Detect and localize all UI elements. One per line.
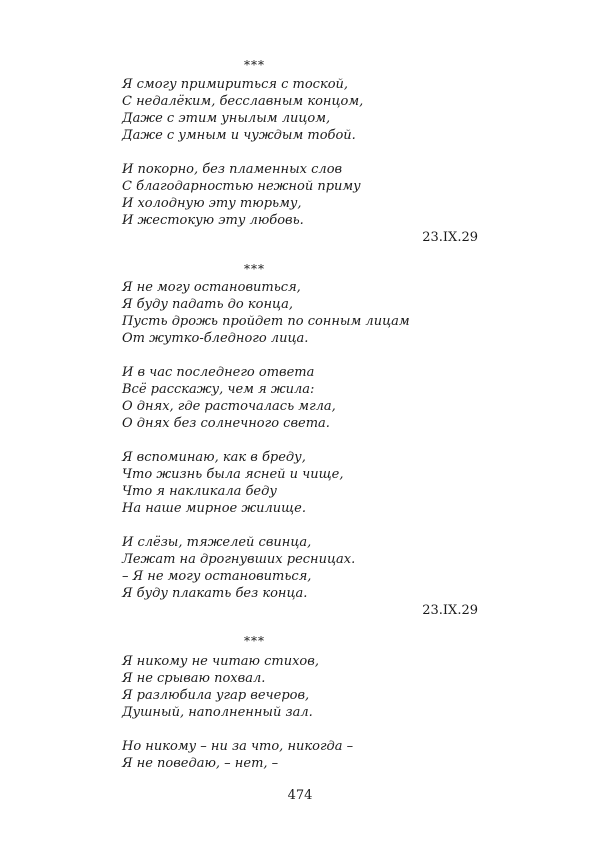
- poem-line: О днях, где расточалась мгла,: [122, 399, 336, 414]
- poem-line: Душный, наполненный зал.: [122, 705, 313, 720]
- poem-1: [122, 76, 482, 229]
- poem-line: И слёзы, тяжелей свинца,: [122, 535, 312, 550]
- poem-3-separator: ***: [244, 634, 265, 648]
- poem-line: Я смогу примириться с тоской,: [122, 77, 349, 92]
- poem-line: Я не поведаю, – нет, –: [122, 756, 279, 771]
- poem-line: Я никому не читаю стихов,: [122, 654, 319, 669]
- poem-line: О днях без солнечного света.: [122, 416, 330, 431]
- poem-1-separator: ***: [244, 58, 265, 72]
- poem-line: С благодарностью нежной приму: [122, 179, 361, 194]
- poem-2-stanza-1: [122, 279, 482, 347]
- poem-1-date: 23.IX.29: [422, 230, 478, 245]
- poem-line: От жутко-бледного лица.: [122, 331, 309, 346]
- poem-2-stanza-4: [122, 534, 482, 602]
- page-number: 474: [287, 788, 313, 803]
- poem-line: Я разлюбила угар вечеров,: [122, 688, 310, 703]
- poem-line: Я вспоминаю, как в бреду,: [122, 450, 306, 465]
- poem-line: Даже с умным и чуждым тобой.: [122, 128, 356, 143]
- poem-3: [122, 653, 482, 772]
- poem-2: [122, 279, 482, 602]
- poem-line: Но никому – ни за что, никогда –: [122, 739, 354, 754]
- poem-line: И покорно, без пламенных слов: [122, 162, 343, 177]
- poem-line: Что жизнь была ясней и чище,: [122, 467, 344, 482]
- poem-3-stanza-1: [122, 653, 482, 721]
- poem-1-stanza-2: [122, 161, 482, 229]
- poem-line: На наше мирное жилище.: [122, 501, 306, 516]
- poem-2-stanza-2: [122, 364, 482, 432]
- poem-2-date: 23.IX.29: [422, 603, 478, 618]
- poem-line: Лежат на дрогнувших ресницах.: [122, 552, 356, 567]
- poem-line: И жестокую эту любовь.: [122, 213, 304, 228]
- poem-2-separator: ***: [244, 262, 265, 276]
- poem-line: Я буду плакать без конца.: [122, 586, 308, 601]
- poem-line: Пусть дрожь пройдет по сонным лицам: [122, 314, 410, 329]
- poem-line: С недалёким, бесславным концом,: [122, 94, 364, 109]
- poem-line: – Я не могу остановиться,: [122, 569, 312, 584]
- poem-1-stanza-1: [122, 76, 482, 144]
- poem-line: Я не срываю похвал.: [122, 671, 266, 686]
- poem-line: Что я накликала беду: [122, 484, 277, 499]
- poem-3-stanza-2: [122, 738, 482, 772]
- poem-line: И холодную эту тюрьму,: [122, 196, 302, 211]
- poem-2-stanza-3: [122, 449, 482, 517]
- poem-line: Всё расскажу, чем я жила:: [122, 382, 315, 397]
- poem-line: Я не могу остановиться,: [122, 280, 301, 295]
- poem-line: Даже с этим унылым лицом,: [122, 111, 331, 126]
- poem-line: И в час последнего ответа: [122, 365, 315, 380]
- poem-line: Я буду падать до конца,: [122, 297, 293, 312]
